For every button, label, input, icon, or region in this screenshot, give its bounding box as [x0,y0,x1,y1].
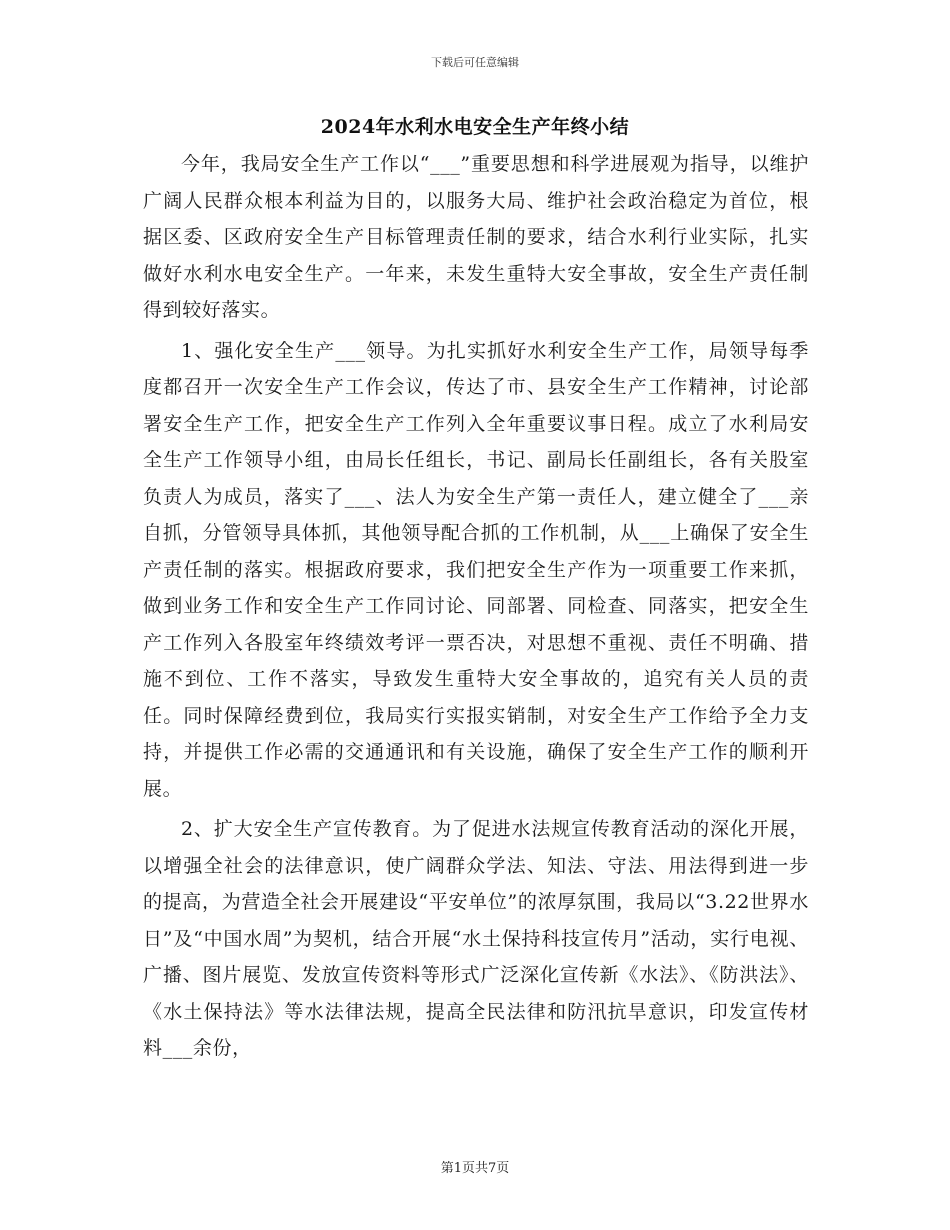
document-body [143,146,809,1067]
paragraph-section-2: 2、扩大安全生产宣传教育。为了促进水法规宣传教育活动的深化开展，以增强全社会的法律意识，使广阔群众学法、知法、守法、用法得到进一步的提高，为营造全社会开展建设“平安单位”的浓厚氛围，我局以“3.22世界水日”及“中国水周”为契机，结合开展“水土保持科技宣传月”活动，实行电视、广播、图片展览、发放宣传资料等形式广泛深化宣传新《水法》、《防洪法》、《水土保持法》等水法律法规，提高全民法律和防汛抗旱意识，印发宣传材料___余份， [143,818,809,1059]
page-footer: 第1页共7页 [440,1161,510,1176]
document-title: 2024年水利水电安全生产年终小结 [320,116,630,138]
paragraph-section-1: 1、强化安全生产___领导。为扎实抓好水利安全生产工作，局领导每季度都召开一次安全生产工作会议，传达了市、县安全生产工作精神，讨论部署安全生产工作，把安全生产工作列入全年重要议事日程。成立了水利局安全生产工作领导小组，由局长任组长，书记、副局长任副组长，各有关股室负责人为成员，落实了___、法人为安全生产第一责任人，建立健全了___亲自抓，分管领导具体抓，其他领导配合抓的工作机制，从___上确保了安全生产责任制的落实。根据政府要求，我们把安全生产作为一项重要工作来抓，做到业务工作和安全生产工作同讨论、同部署、同检查、同落实，把安全生产工作列入各股室年终绩效考评一票否决，对思想不重视、责任不明确、措施不到位、工作不落实，导致发生重特大安全事故的，追究有关人员的责任。同时保障经费到位，我局实行实报实销制，对安全生产工作给予全力支持，并提供工作必需的交通通讯和有关设施，确保了安全生产工作的顺利开展。 [143,339,809,800]
page-header: 下载后可任意编辑 [431,56,519,69]
paragraph-intro: 今年，我局安全生产工作以“___”重要思想和科学进展观为指导，以维护广阔人民群众根本利益为目的，以服务大局、维护社会政治稳定为首位，根据区委、区政府安全生产目标管理责任制的要求，结合水利行业实际，扎实做好水利水电安全生产。一年来，未发生重特大安全事故，安全生产责任制得到较好落实。 [143,153,809,321]
